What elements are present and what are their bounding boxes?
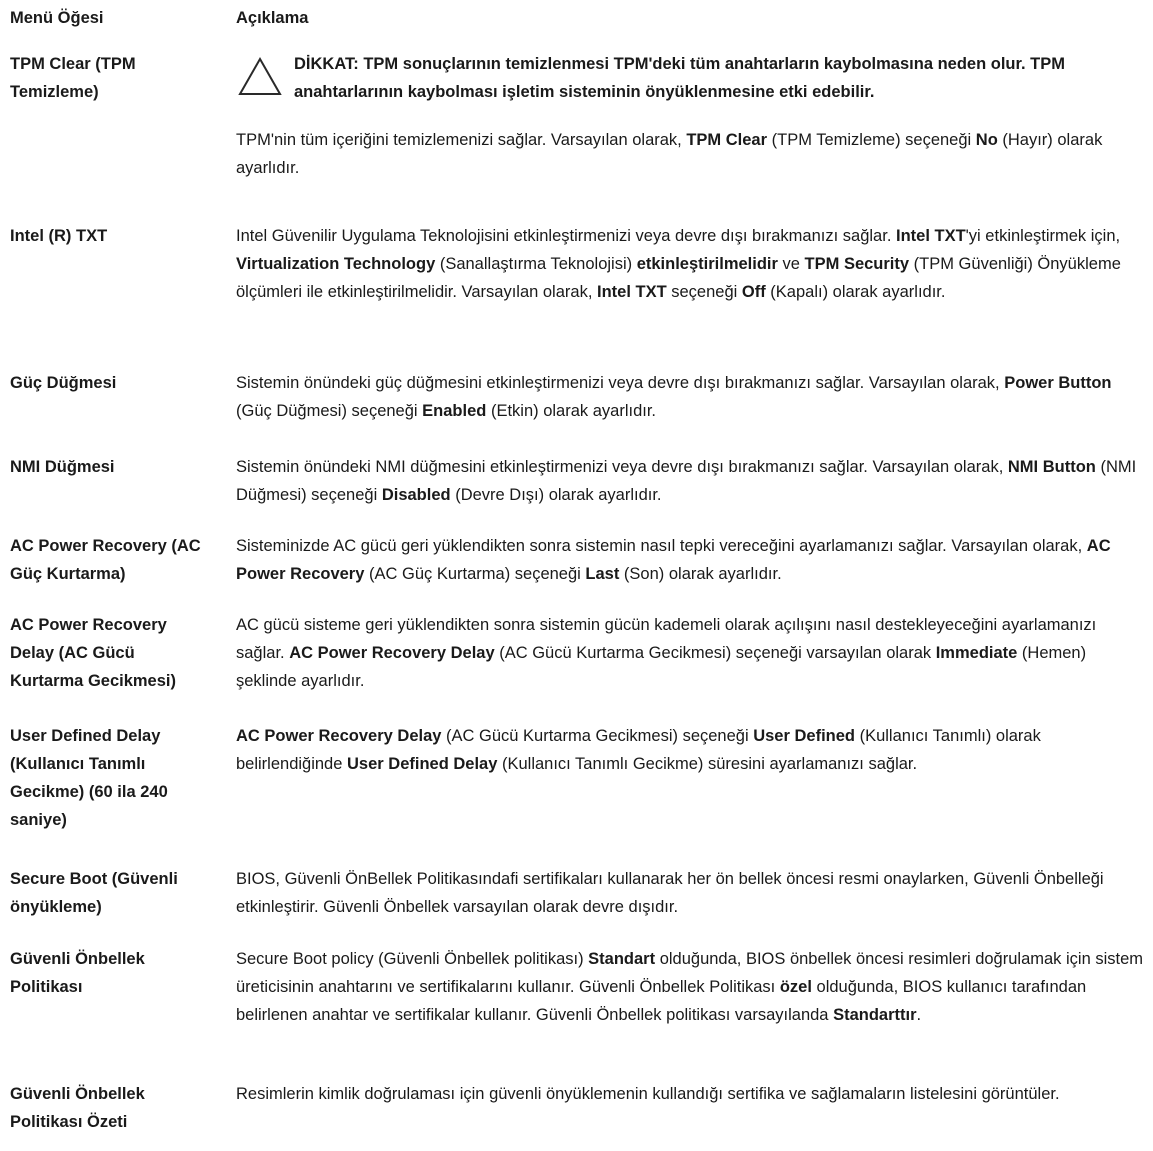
table-header	[10, 0, 1153, 36]
emphasis-term: Off	[741, 283, 766, 301]
row-term: Intel (R) TXT	[10, 227, 108, 245]
emphasis-term: TPM Clear	[686, 131, 768, 149]
caution-text: DİKKAT: TPM sonuçlarının temizlenmesi TPM'deki tüm anahtarların kaybolmasına neden olur. TPM anahtarlarının kaybolması işletim sisteminin önyüklenmesine etki edebilir.	[294, 55, 1066, 101]
row-description-text: TPM'nin tüm içeriğini temizlemenizi sağlar. Varsayılan olarak, TPM Clear (TPM Temizleme) seçeneği No (Hayır) olarak ayarlıdır.	[236, 131, 1103, 177]
emphasis-term: Standart	[588, 950, 656, 968]
caution-note	[236, 50, 1143, 106]
emphasis-term: NMI Button	[1007, 458, 1096, 476]
caution-triangle-icon	[238, 56, 282, 96]
emphasis-term: Standarttır	[833, 1006, 917, 1024]
row-term: Güvenli Önbellek Politikası Özeti	[10, 1085, 145, 1131]
row-description-text: Sistemin önündeki güç düğmesini etkinleştirmenizi veya devre dışı bırakmanızı sağlar. Varsayılan olarak, Power Button (Güç Düğmesi) seçeneği Enabled (Etkin) olarak ayarlıdır.	[236, 374, 1112, 420]
emphasis-term: AC Power Recovery Delay	[289, 644, 495, 662]
row-term: Güvenli Önbellek Politikası	[10, 950, 145, 996]
row-description-text: AC gücü sisteme geri yüklendikten sonra sistemin gücün kademeli olarak açılışını nasıl destekleyeceğini ayarlamanızı sağlar. AC Power Recovery Delay (AC Gücü Kurtarma Gecikmesi) seçeneği varsayılan olarak Immediate (Hemen) şeklinde ayarlıdır.	[236, 616, 1097, 690]
emphasis-term: TPM Security	[804, 255, 910, 273]
row-description-text: Sistemin önündeki NMI düğmesini etkinleştirmenizi veya devre dışı bırakmanızı sağlar. Varsayılan olarak, NMI Button (NMI Düğmesi) seçeneği Disabled (Devre Dışı) olarak ayarlıdır.	[236, 458, 1137, 504]
row-term: AC Power Recovery (AC Güç Kurtarma)	[10, 537, 201, 583]
emphasis-term: Enabled	[422, 402, 487, 420]
emphasis-term: Intel TXT	[597, 283, 667, 301]
emphasis-term: Intel TXT	[895, 227, 966, 245]
row-description	[236, 865, 1143, 921]
row-description	[236, 1080, 1143, 1108]
emphasis-term: User Defined Delay	[347, 755, 498, 773]
row-term: Secure Boot (Güvenli önyükleme)	[10, 870, 178, 916]
row-description	[236, 50, 1143, 182]
header-menu-item: Menü Öğesi	[10, 9, 104, 27]
emphasis-term: AC Power Recovery	[236, 537, 1111, 583]
row-term: TPM Clear (TPM Temizleme)	[10, 55, 136, 101]
row-description-text: Sisteminizde AC gücü geri yüklendikten sonra sistemin nasıl tepki vereceğini ayarlamanızı sağlar. Varsayılan olarak, AC Power Recovery (AC Güç Kurtarma) seçeneği Last (Son) olarak ayarlıdır.	[236, 537, 1111, 583]
row-description-text: BIOS, Güvenli ÖnBellek Politikasındafi sertifikaları kullanarak her ön bellek öncesi resmi onaylarken, Güvenli Önbelleği etkinleştirir. Güvenli Önbellek varsayılan olarak devre dışıdır.	[236, 870, 1104, 916]
emphasis-term: Disabled	[381, 486, 451, 504]
row-description	[236, 722, 1143, 778]
row-description-text: Intel Güvenilir Uygulama Teknolojisini etkinleştirmenizi veya devre dışı bırakmanızı sağlar. Intel TXT'yi etkinleştirmek için, Virtualization Technology (Sanallaştırma Teknolojisi) etkinleştirilmelidir ve TPM Security (TPM Güvenliği) Önyükleme ölçümleri ile etkinleştirilmelidir. Varsayılan olarak, Intel TXT seçeneği Off (Kapalı) olarak ayarlıdır.	[236, 227, 1121, 301]
row-description-text: Secure Boot policy (Güvenli Önbellek politikası) Standart olduğunda, BIOS önbellek öncesi resimleri doğrulamak için sistem üreticisinin anahtarını ve sertifikalarını kullanır. Güvenli Önbellek Politikası özel olduğunda, BIOS kullanıcı tarafından belirlenen anahtar ve sertifikalar kullanır. Güvenli Önbellek politikası varsayılanda Standarttır.	[236, 950, 1144, 1024]
header-description: Açıklama	[236, 9, 309, 27]
emphasis-term: AC Power Recovery Delay	[236, 727, 442, 745]
row-description	[236, 532, 1143, 588]
row-term: AC Power Recovery Delay (AC Gücü Kurtarma Gecikmesi)	[10, 616, 176, 690]
row-description	[236, 369, 1143, 425]
emphasis-term: Last	[585, 565, 620, 583]
row-description	[236, 945, 1143, 1029]
row-term: User Defined Delay (Kullanıcı Tanımlı Gecikme) (60 ila 240 saniye)	[10, 727, 168, 829]
emphasis-term: etkinleştirilmelidir	[636, 255, 778, 273]
row-term: Güç Düğmesi	[10, 374, 117, 392]
emphasis-term: No	[975, 131, 998, 149]
row-description	[236, 222, 1143, 306]
row-description-text: AC Power Recovery Delay (AC Gücü Kurtarma Gecikmesi) seçeneği User Defined (Kullanıcı Tanımlı) olarak belirlendiğinde User Defined Delay (Kullanıcı Tanımlı Gecikme) süresini ayarlamanızı sağlar.	[236, 727, 1041, 773]
emphasis-term: Immediate	[935, 644, 1018, 662]
emphasis-term: User Defined	[753, 727, 855, 745]
row-description-text: Resimlerin kimlik doğrulaması için güvenli önyüklemenin kullandığı sertifika ve sağlamaların listelesini görüntüler.	[236, 1085, 1060, 1103]
row-description	[236, 611, 1143, 695]
emphasis-term: özel	[779, 978, 812, 996]
emphasis-term: Virtualization Technology	[236, 255, 436, 273]
row-description	[236, 453, 1143, 509]
emphasis-term: Power Button	[1004, 374, 1112, 392]
row-term: NMI Düğmesi	[10, 458, 115, 476]
